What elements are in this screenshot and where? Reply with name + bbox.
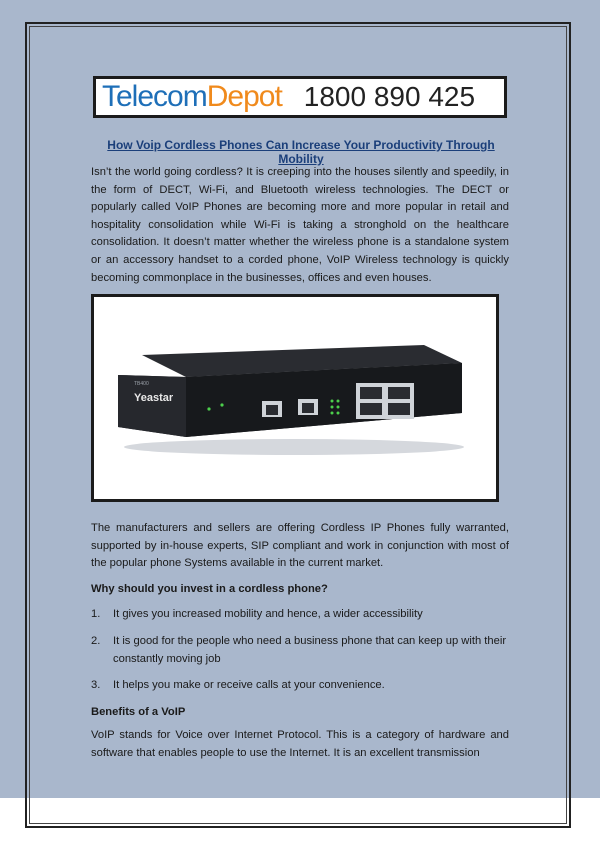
article-title[interactable]: How Voip Cordless Phones Can Increase Your Productivity Through Mobility: [107, 138, 495, 166]
list-item-text: It helps you make or receive calls at your convenience.: [113, 679, 385, 691]
manufacturers-paragraph: The manufacturers and sellers are offering Cordless IP Phones fully warranted, supported by in-house experts, SIP compliant and work in conjunction with most of the popular phone Systems available in the current market.: [91, 522, 509, 570]
status-led: [207, 407, 210, 410]
list-item-number: 1.: [91, 608, 101, 620]
product-image: [91, 294, 499, 502]
list-item: [91, 677, 509, 695]
logo-brand-depot: Depot: [206, 80, 282, 113]
voip-definition-paragraph: VoIP stands for Voice over Internet Protocol. This is a category of hardware and software that enables people to use the Internet. It is an excellent transmission: [91, 729, 509, 759]
list-item: [91, 606, 509, 624]
telecom-depot-logo-banner[interactable]: [93, 76, 507, 118]
list-item-text: It is good for the people who need a business phone that can keep up with their constantly moving job: [113, 635, 507, 665]
device-brand-label: Yeastar: [134, 392, 174, 404]
status-led: [220, 403, 223, 406]
logo-brand-telecom: Telecom: [102, 80, 207, 113]
logo-phone-number: 1800 890 425: [303, 81, 476, 112]
why-invest-heading: Why should you invest in a cordless phone?: [91, 583, 328, 595]
intro-paragraph: Isn’t the world going cordless? It is creeping into the houses silently and speedily, in the form of DECT, Wi-Fi, and Bluetooth wireless technologies. The DECT or popularly called VoIP Phones are becoming more and more popular in retail and hospitality consolidation while Wi-Fi is taking a stronghold on the healthcare consolidation. It doesn’t matter whether the wireless phone is a standalone system or an accessory handset to a corded phone, VoIP Wireless technology is quickly becoming commonplace in the businesses, offices and even houses.: [91, 166, 509, 284]
list-item: [91, 633, 509, 668]
device-model-label: TB400: [134, 381, 149, 387]
benefits-heading: Benefits of a VoIP: [91, 706, 186, 718]
yeastar-gateway-illustration: [94, 297, 496, 499]
list-item-number: 2.: [91, 635, 101, 647]
list-item-number: 3.: [91, 679, 101, 691]
list-item-text: It gives you increased mobility and hence, a wider accessibility: [113, 608, 423, 620]
